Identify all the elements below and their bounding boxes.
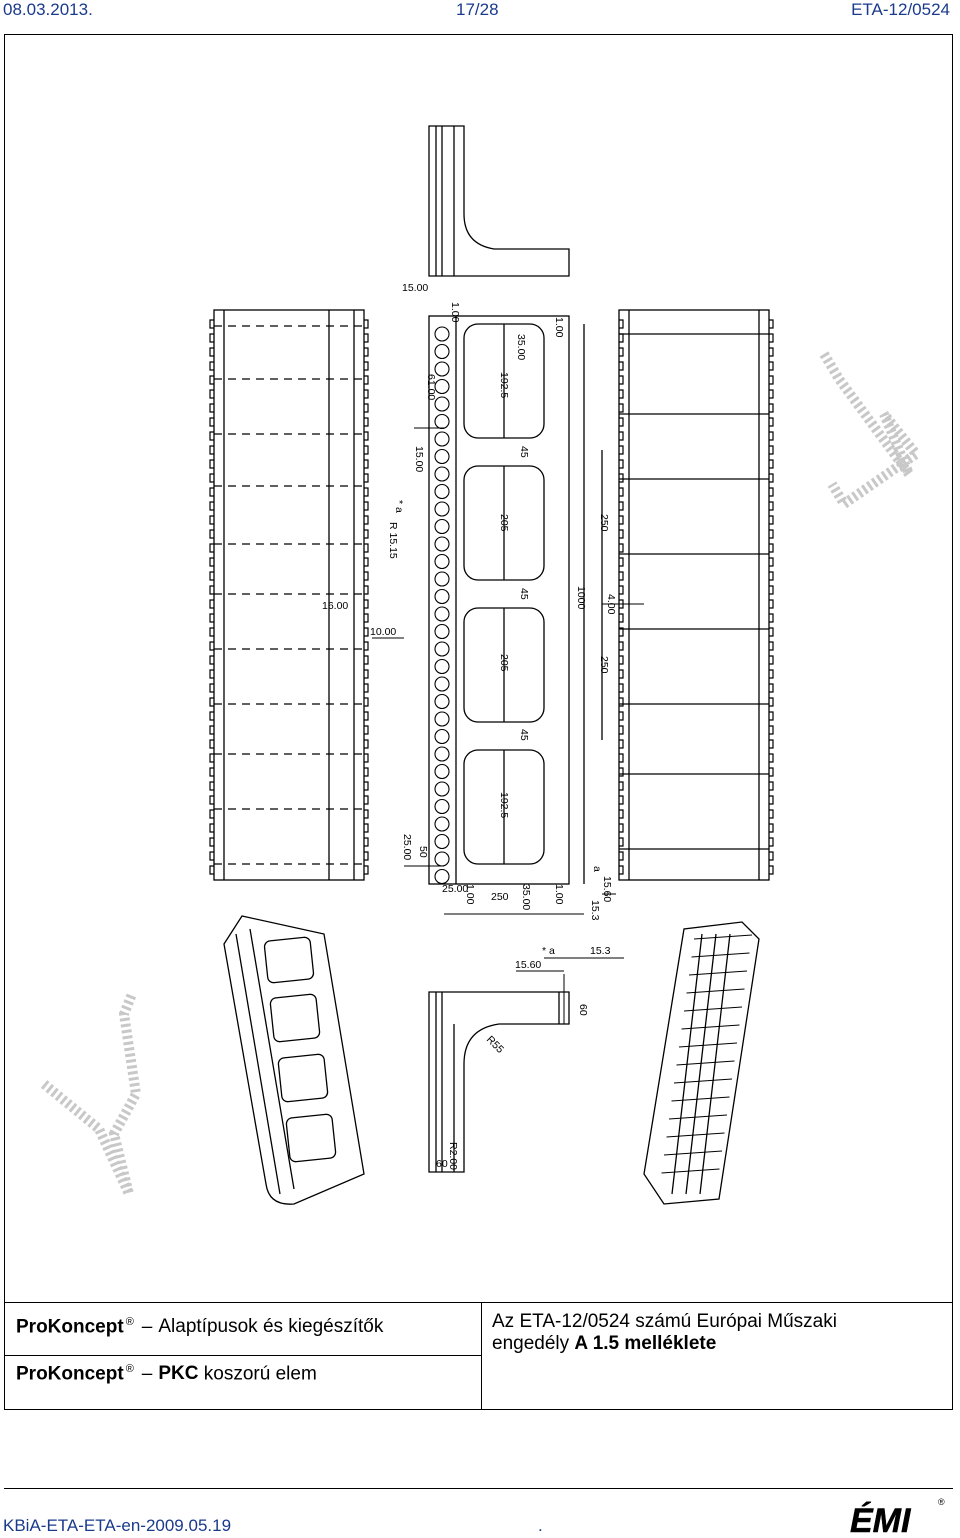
top-section-profile: [429, 126, 569, 276]
drawing-detail: [435, 415, 449, 429]
dim-label: 205: [498, 654, 510, 672]
footer-document-code: KBiA-ETA-ETA-en-2009.05.19: [3, 1516, 232, 1535]
dim-label: R55: [483, 1033, 506, 1056]
drawing-detail: [435, 870, 449, 884]
dim-label: R2.00: [447, 1142, 459, 1171]
dim-label: 205: [498, 514, 510, 532]
dim-label: 4.00: [605, 594, 617, 615]
dim-label: 250: [598, 656, 610, 674]
product-family-title: ProKoncept ® – Alaptípusok és kiegészítők: [16, 1316, 384, 1338]
drawing-detail: [435, 502, 449, 516]
drawing-detail: [435, 800, 449, 814]
registered-mark: ®: [125, 1316, 134, 1328]
dim-label: 45: [518, 446, 530, 458]
product-family-subtitle: Alaptípusok és kiegészítők: [158, 1316, 384, 1338]
dim-label: 1.00: [553, 317, 565, 338]
dim-label: 25.00: [442, 883, 469, 895]
dim-label: 60: [436, 1158, 448, 1170]
drawing-detail: [662, 1169, 720, 1173]
element-title: ProKoncept ® – PKC koszorú elem: [16, 1363, 317, 1385]
dim-label: 25.00: [401, 834, 413, 861]
dim-label: 15.00: [402, 282, 429, 294]
dim-label: 60: [577, 1004, 589, 1016]
dim-label: 1.00: [464, 884, 476, 905]
drawing-detail: [669, 1115, 727, 1119]
drawing-detail: [435, 835, 449, 849]
dim-label: 250: [598, 514, 610, 532]
brand-name: ProKoncept: [16, 1363, 124, 1385]
drawing-detail: [435, 345, 449, 359]
brand-name: ProKoncept: [16, 1316, 124, 1338]
header-document-id: ETA-12/0524: [851, 0, 950, 19]
drawing-detail: [435, 625, 449, 639]
drawing-detail: [435, 660, 449, 674]
drawing-detail: [435, 765, 449, 779]
registered-mark: ®: [125, 1363, 134, 1375]
emi-logo: [848, 1494, 953, 1536]
drawing-detail: [435, 712, 449, 726]
annex-reference-line2: [492, 1333, 716, 1355]
element-name: koszorú elem: [203, 1363, 317, 1385]
annex-reference-line1: Az ETA-12/0524 számú Európai Műszaki: [492, 1311, 837, 1332]
dim-label: 192.5: [498, 792, 510, 819]
technical-drawing: [4, 34, 953, 1302]
footer-rule: [4, 1488, 953, 1489]
annex-number: A 1.5 melléklete: [574, 1333, 717, 1354]
drawing-detail: [435, 817, 449, 831]
drawing-detail: [667, 1133, 725, 1137]
dim-label: 15.60: [515, 959, 542, 971]
annex-reference-text: engedély: [492, 1333, 570, 1354]
drawing-detail: [682, 1025, 740, 1029]
title-block-divider: [481, 1303, 482, 1410]
header-date: 08.03.2013.: [3, 0, 93, 19]
drawing-detail: [664, 1151, 722, 1155]
drawing-detail: [435, 432, 449, 446]
drawing-detail: [672, 1097, 730, 1101]
drawing-detail: [435, 537, 449, 551]
element-code: PKC: [158, 1363, 199, 1385]
dim-label: 35.00: [520, 884, 532, 911]
dim-label: 15.3: [589, 900, 601, 921]
header-page-number: 17/28: [456, 0, 499, 19]
left-elevation-view: [214, 310, 364, 880]
drawing-detail: [674, 1079, 732, 1083]
dim-label: 61.00: [425, 374, 437, 401]
dim-label: R 15.15: [387, 522, 399, 559]
drawing-detail: [435, 642, 449, 656]
drawing-detail: [435, 782, 449, 796]
drawing-detail: [435, 485, 449, 499]
dim-label: * a: [393, 500, 405, 513]
drawing-detail: [435, 695, 449, 709]
dim-label: 50: [417, 846, 429, 858]
drawing-detail: [435, 677, 449, 691]
dim-label: 45: [518, 588, 530, 600]
drawing-detail: [435, 572, 449, 586]
dim-label: 35.00: [515, 334, 527, 361]
footer-dot: .: [538, 1516, 543, 1535]
drawing-detail: [677, 1061, 735, 1065]
drawing-detail: [435, 520, 449, 534]
dim-label: 1.00: [449, 302, 461, 323]
drawing-detail: [435, 555, 449, 569]
emi-logo-text: ÉMI: [850, 1502, 911, 1536]
dim-label: a: [591, 866, 603, 872]
drawing-detail: [679, 1043, 737, 1047]
dim-label: 15.3: [590, 945, 611, 957]
emi-logo-registered-mark: ®: [938, 1497, 945, 1507]
drawing-detail: [435, 590, 449, 604]
watermark: [44, 354, 916, 1194]
drawing-detail: [435, 852, 449, 866]
drawing-detail: [435, 607, 449, 621]
right-elevation-view: [619, 310, 769, 880]
dim-label: 250: [491, 891, 509, 903]
dim-label: * a: [542, 945, 555, 957]
left-isometric-element: [224, 916, 364, 1204]
drawing-detail: [435, 747, 449, 761]
dim-label: 15.60: [601, 876, 613, 903]
title-block-separator: [4, 1355, 481, 1356]
dim-label: 15.00: [413, 446, 425, 473]
title-block: [4, 1302, 953, 1410]
dim-label: 1000: [575, 586, 587, 610]
dim-label: 1.00: [553, 884, 565, 905]
dim-label: 45: [518, 729, 530, 741]
dim-label: 16.00: [322, 600, 349, 612]
dim-label: 10.00: [370, 626, 397, 638]
drawing-detail: [694, 935, 752, 939]
dim-label: 192.5: [498, 372, 510, 399]
drawing-detail: [435, 730, 449, 744]
drawing-detail: [435, 450, 449, 464]
drawing-detail: [435, 327, 449, 341]
drawing-detail: [435, 467, 449, 481]
